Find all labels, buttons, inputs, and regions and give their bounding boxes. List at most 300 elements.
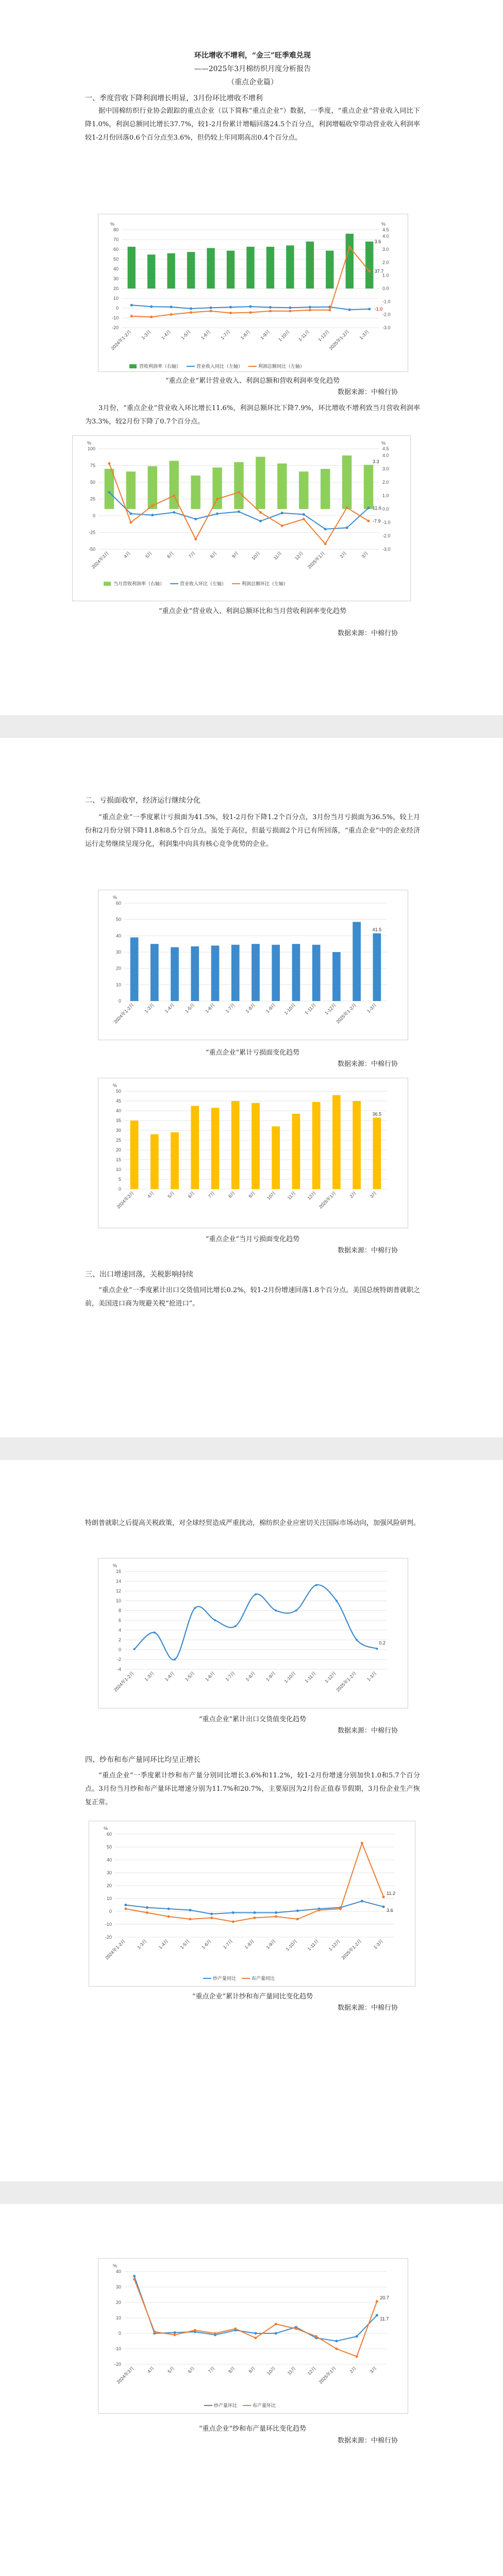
series-line-revenue-mom-point	[194, 518, 197, 520]
axis-tick-label: -4	[116, 1667, 121, 1672]
axis-tick-label: 0	[109, 1909, 112, 1914]
section-one	[0, 0, 503, 685]
axis-tick-label: 20	[115, 965, 121, 971]
x-tick-label: 2月	[339, 550, 348, 560]
chart2-box	[72, 435, 411, 601]
axis-tick-label: 0	[118, 2331, 121, 2336]
x-tick-label: 1-4月	[163, 1670, 176, 1682]
series-line-yarn-point	[133, 2275, 136, 2278]
series-line-fabric-point	[189, 1918, 191, 1921]
series-line-export-point	[315, 1584, 317, 1586]
series-line-profit-mom-point	[108, 462, 110, 465]
series-line-fabric-point	[167, 1916, 170, 1918]
axis-tick-label: -3.0	[382, 325, 391, 330]
x-tick-label: 1-7月	[222, 1938, 234, 1950]
legend-label: 营业收入同比（左轴）	[196, 364, 243, 369]
bar	[272, 945, 280, 1001]
series-line-profit-mom-point	[238, 491, 240, 494]
section1-para2: 3月份，“重点企业”营业收入环比增长11.6%，利润总额环比下降7.9%，环比增收不增利致当月营收利润率为3.3%，较2月份下降了0.7个百分点。	[85, 404, 420, 426]
page-gap-2	[0, 1437, 503, 1460]
series-line-fabric-point	[254, 1917, 256, 1919]
axis-tick-label: 2	[118, 1637, 121, 1642]
series-line-fabric-point	[318, 1909, 321, 1911]
axis-tick-label: 40	[106, 1857, 112, 1862]
axis-unit: %	[113, 895, 118, 900]
x-tick-label: 2月	[348, 2365, 358, 2375]
chart5-box	[98, 1558, 408, 1708]
x-tick-label: 1-12月	[324, 1670, 338, 1684]
x-tick-label: 6月	[166, 550, 175, 560]
axis-tick-label: 4.5	[382, 227, 389, 232]
chart1-caption: “重点企业”累计营业收入、利润总额和营收利润率变化趋势	[165, 377, 340, 385]
x-tick-label: 5月	[144, 550, 154, 560]
axis-tick-label: 70	[113, 237, 119, 242]
series-line-profit-point	[150, 316, 153, 318]
axis-tick-label: 35	[115, 1118, 121, 1123]
x-tick-label: 8月	[227, 1190, 237, 1199]
x-tick-label: 6月	[187, 1190, 196, 1199]
bar	[105, 469, 114, 509]
x-tick-label: 2024年1-2月	[104, 1938, 127, 1961]
section1-heading: 一、季度营收下降利润增长明显，3月份环比增收不增利	[85, 94, 263, 103]
axis-tick-label: 16	[115, 1569, 121, 1574]
series-line-revenue-point	[269, 306, 272, 309]
bar	[332, 1095, 341, 1189]
chart7-source: 数据来源：中棉行协	[338, 2437, 398, 2445]
series-line-yarn-point	[275, 2332, 277, 2335]
x-tick-label: 1-11月	[304, 1670, 317, 1684]
chart2-caption: “重点企业”营业收入、利润总额环比和当月营收利润率变化趋势	[158, 607, 347, 615]
bar	[171, 1132, 179, 1189]
axis-tick-label: 60	[106, 1832, 112, 1837]
data-label: 11.7	[380, 2316, 389, 2321]
x-tick-label: 1-12月	[324, 1002, 338, 1016]
axis-tick-label: 15	[115, 1157, 121, 1162]
legend-label: 纱产量环比	[214, 2403, 238, 2408]
series-line-revenue-point	[170, 306, 173, 308]
series-line-profit-mom-point	[259, 511, 262, 514]
series-line-profit-point	[130, 315, 133, 317]
x-tick-label: 1-11月	[297, 329, 311, 343]
axis-tick-label: -2.0	[382, 533, 391, 538]
axis-tick-label: 40	[115, 933, 121, 939]
axis-tick-label: -25	[88, 530, 95, 535]
series-line-profit-point	[309, 309, 311, 311]
x-tick-label: 4月	[123, 550, 132, 560]
series-line-revenue-point	[130, 304, 133, 307]
chart1-svg	[98, 214, 408, 371]
section-three	[0, 1460, 503, 2181]
series-line-profit-point	[368, 270, 371, 273]
x-tick-label: 12月	[306, 2365, 317, 2376]
x-tick-label: 2024年1-2月	[112, 1002, 136, 1025]
x-tick-label: 1-9月	[265, 1670, 277, 1682]
axis-tick-label: 30	[115, 950, 121, 955]
bar	[373, 1117, 381, 1189]
x-tick-label: 9月	[230, 550, 240, 560]
bar	[211, 1108, 220, 1189]
axis-tick-label: -10	[114, 2346, 121, 2351]
bar	[191, 1106, 199, 1190]
x-tick-label: 7月	[188, 550, 197, 560]
series-line-profit-point	[348, 246, 351, 248]
bar	[353, 922, 361, 1001]
x-tick-label: 2024年3月	[115, 1190, 136, 1210]
series-line-yarn-point	[167, 1908, 170, 1910]
page-gap-3	[0, 2181, 503, 2204]
x-tick-label: 5月	[166, 1190, 176, 1199]
x-tick-label: 2025年1-2月	[335, 1670, 358, 1693]
axis-tick-label: 4.5	[382, 446, 389, 451]
series-line-yarn-point	[361, 1900, 363, 1903]
chart4-caption: “重点企业”当月亏损面变化趋势	[205, 1235, 300, 1243]
bar	[231, 945, 240, 1001]
bar	[312, 945, 321, 1001]
series-line-export-point	[376, 1648, 378, 1650]
series-line-revenue-mom-point	[216, 513, 219, 515]
axis-unit: %	[104, 1826, 108, 1831]
axis-unit: %	[381, 222, 386, 227]
data-label: 37.7	[374, 268, 384, 274]
series-line-fabric-point	[335, 2348, 338, 2350]
x-tick-label: 7月	[207, 2365, 216, 2375]
x-tick-label: 2024年1-2月	[112, 1670, 136, 1693]
axis-tick-label: 60	[115, 901, 121, 906]
bar	[150, 1134, 159, 1189]
x-tick-label: 1-3月	[136, 1938, 148, 1950]
x-tick-label: 4月	[146, 1190, 156, 1199]
axis-tick-label: 40	[115, 1108, 121, 1113]
x-tick-label: 1-10月	[283, 1670, 297, 1684]
series-line-fabric-point	[296, 1918, 299, 1921]
axis-tick-label: 50	[113, 257, 119, 262]
bar	[332, 952, 341, 1001]
bar	[126, 471, 136, 509]
series-line-revenue-mom-point	[108, 491, 110, 494]
series-line-yarn-point	[189, 1909, 191, 1911]
bar	[207, 248, 214, 289]
bar	[286, 245, 294, 289]
x-tick-label: 1-6月	[204, 1670, 216, 1682]
axis-tick-label: -10	[111, 315, 119, 320]
x-tick-label: 10月	[266, 1190, 277, 1201]
legend-label: 营业收入环比（左轴）	[180, 581, 227, 586]
chart6-caption: “重点企业”累计纱和布产量同比变化趋势	[192, 1993, 313, 2001]
axis-tick-label: 1.0	[382, 493, 389, 498]
series-line-export-point	[133, 1648, 136, 1650]
axis-tick-label: -1.0	[382, 299, 391, 304]
axis-tick-label: -1.0	[382, 520, 391, 525]
data-label: 0.2	[379, 1640, 385, 1646]
bar	[191, 946, 199, 1001]
series-line-export	[135, 1585, 377, 1660]
x-tick-label: 1-3月	[358, 329, 371, 341]
x-tick-label: 10月	[266, 2365, 277, 2376]
x-tick-label: 8月	[227, 2365, 237, 2375]
series-line-yarn-point	[124, 1904, 127, 1906]
x-tick-label: 4月	[146, 2365, 156, 2375]
x-tick-label: 7月	[207, 1190, 216, 1199]
series-line-profit-point	[249, 311, 252, 314]
bar	[272, 1126, 280, 1189]
chart7-caption: “重点企业”纱和布产量环比变化趋势	[198, 2425, 307, 2433]
x-tick-label: 2025年1月	[307, 550, 326, 570]
axis-tick-label: 3.0	[382, 247, 389, 252]
x-tick-label: 11月	[286, 2365, 297, 2376]
axis-tick-label: 10	[115, 1598, 121, 1603]
x-tick-label: 1-11月	[306, 1938, 320, 1952]
axis-tick-label: 10	[113, 296, 119, 301]
x-tick-label: 2025年1月	[317, 1190, 338, 1210]
series-line-profit-point	[229, 312, 232, 314]
axis-tick-label: 60	[113, 247, 119, 252]
section3-para1: “重点企业”一季度累计出口交货值同比增长0.2%，较1-2月份增速回落1.8个百分点。美国总统特朗普就职之前，美国进口商为规避关税“抢进口”。	[85, 1286, 420, 1308]
series-line-fabric-point	[153, 2331, 156, 2333]
series-line-fabric-point	[382, 1896, 385, 1899]
x-tick-label: 1-5月	[184, 1002, 196, 1014]
bar	[147, 255, 155, 289]
bar	[364, 465, 373, 509]
series-line-yarn-point	[335, 2340, 338, 2343]
bar	[365, 242, 373, 289]
axis-tick-label: -20	[111, 325, 119, 330]
x-tick-label: 9月	[247, 2365, 257, 2375]
series-line-profit-point	[289, 310, 291, 312]
chart5-caption: “重点企业”累计出口交货值变化趋势	[198, 1716, 307, 1723]
x-tick-label: 1-6月	[204, 1002, 216, 1014]
axis-unit: %	[87, 440, 92, 446]
axis-tick-label: 4.0	[382, 453, 389, 458]
chart3-caption: “重点企业”累计亏损面变化趋势	[205, 1049, 300, 1057]
x-tick-label: 1-5月	[184, 1670, 196, 1682]
x-tick-label: 1-5月	[180, 329, 192, 341]
series-line-export-point	[154, 1632, 156, 1634]
series-line-yarn-point	[356, 2335, 358, 2338]
bar	[246, 247, 254, 289]
axis-tick-label: 0.0	[382, 286, 389, 291]
x-tick-label: 1-4月	[158, 1938, 170, 1950]
x-tick-label: 1-4月	[163, 1002, 176, 1014]
axis-tick-label: 0.0	[382, 506, 389, 512]
axis-tick-label: -50	[88, 547, 95, 552]
report-title: 环比增收不增利，“金三”旺季难兑现	[194, 52, 311, 60]
x-tick-label: 1-9月	[265, 1002, 277, 1014]
series-line-profit-mom-point	[303, 518, 305, 520]
series-line-yarn-point	[382, 1906, 385, 1908]
x-tick-label: 1-12月	[328, 1938, 342, 1952]
bar	[342, 455, 351, 509]
series-line-fabric-point	[124, 1908, 127, 1910]
axis-tick-label: 20	[115, 1147, 121, 1153]
series-line-export-point	[194, 1607, 196, 1609]
x-tick-label: 3月	[368, 1190, 378, 1199]
series-line-yarn-point	[275, 1911, 277, 1914]
x-tick-label: 10月	[250, 550, 261, 561]
axis-tick-label: 3.0	[382, 466, 389, 471]
axis-tick-label: 4.0	[382, 233, 389, 239]
series-line-fabric-point	[376, 2300, 378, 2302]
axis-tick-label: 30	[115, 2284, 121, 2290]
data-label: 3.6	[387, 1908, 393, 1913]
series-line-export-point	[255, 1594, 257, 1596]
bar	[346, 234, 354, 289]
axis-tick-label: 0	[118, 1187, 121, 1192]
x-tick-label: 1-8月	[239, 329, 252, 341]
axis-unit: %	[110, 222, 115, 227]
bar	[231, 1101, 240, 1189]
chart3-box	[98, 890, 408, 1040]
bar	[277, 464, 287, 509]
bar	[312, 1102, 321, 1189]
series-line-fabric	[126, 1843, 383, 1922]
series-line-fabric-point	[232, 1921, 234, 1923]
axis-tick-label: 8	[118, 1608, 121, 1613]
series-line-profit-mom-point	[281, 524, 283, 527]
series-line-revenue-mom-point	[151, 514, 154, 516]
series-line-profit-point	[190, 311, 192, 314]
chart4-source: 数据来源：中棉行协	[338, 1247, 398, 1255]
axis-unit: %	[381, 440, 386, 446]
series-line-fabric-point	[234, 2328, 237, 2330]
section2-heading: 二、亏损面收窄，经济运行继续分化	[85, 796, 200, 805]
x-tick-label: 11月	[272, 550, 283, 561]
series-line-profit-mom-point	[194, 538, 197, 540]
series-line-revenue-point	[348, 309, 351, 311]
series-line-yarn	[135, 2276, 377, 2341]
x-tick-label: 1-4月	[160, 329, 172, 341]
axis-tick-label: 50	[115, 1089, 121, 1094]
x-tick-label: 2025年1月	[317, 2365, 338, 2385]
series-line-yarn-point	[146, 1906, 148, 1909]
series-line-revenue-point	[249, 305, 252, 308]
chart7-svg	[98, 2259, 408, 2413]
axis-tick-label: -2.0	[382, 312, 391, 317]
chart6-svg	[89, 1821, 415, 1986]
x-tick-label: 6月	[187, 2365, 196, 2375]
x-tick-label: 1-8月	[244, 1002, 257, 1014]
axis-tick-label: 25	[90, 496, 95, 502]
x-tick-label: 1-3月	[143, 1670, 156, 1682]
x-tick-label: 1-10月	[283, 1002, 297, 1016]
series-line-fabric-point	[295, 2328, 297, 2330]
data-label: 41.5	[372, 927, 382, 933]
axis-tick-label: 1.0	[382, 273, 389, 278]
bar	[130, 1121, 139, 1189]
series-line-profit-point	[210, 310, 212, 312]
bar	[326, 251, 333, 289]
x-tick-label: 1-7月	[224, 1002, 237, 1014]
legend-label: 当月营收利润率（右轴）	[113, 581, 165, 586]
axis-tick-label: -20	[105, 1935, 112, 1940]
legend-label: 布产量环比	[253, 2403, 276, 2408]
x-tick-label: 9月	[247, 1190, 257, 1199]
x-tick-label: 1-11月	[304, 1002, 317, 1016]
series-line-export-point	[356, 1639, 358, 1641]
x-tick-label: 8月	[209, 550, 218, 560]
bar	[191, 476, 200, 509]
axis-tick-label: 12	[115, 1588, 121, 1594]
x-tick-label: 1-5月	[179, 1938, 191, 1950]
data-label: 11.2	[387, 1891, 396, 1896]
bar	[128, 247, 136, 289]
bar	[150, 944, 159, 1001]
series-line-revenue-point	[150, 306, 153, 308]
axis-tick-label: 20	[113, 286, 119, 291]
axis-tick-label: -20	[114, 2362, 121, 2367]
chart7-box	[98, 2258, 408, 2414]
series-line-profit-mom-point	[151, 504, 154, 507]
chart6-box	[89, 1821, 415, 1987]
x-tick-label: 1-7月	[224, 1670, 237, 1682]
data-label: -7.9	[373, 518, 381, 524]
x-tick-label: 1-10月	[284, 1938, 298, 1952]
axis-tick-label: 100	[87, 446, 95, 451]
bar	[306, 242, 314, 289]
axis-unit: %	[113, 1563, 118, 1568]
axis-unit: %	[113, 2263, 118, 2268]
axis-tick-label: 4	[118, 1628, 121, 1633]
series-line-yarn-point	[232, 1911, 234, 1914]
bar	[373, 934, 381, 1001]
series-line-fabric-point	[214, 2332, 216, 2335]
bar	[130, 938, 139, 1002]
series-line-profit-mom-point	[346, 506, 348, 509]
axis-tick-label: 10	[115, 2315, 121, 2320]
series-line-revenue-mom-point	[238, 511, 240, 513]
x-tick-label: 2025年1-2月	[328, 329, 350, 351]
bar	[234, 462, 243, 509]
series-line-profit-mom-point	[173, 495, 175, 497]
section3-heading: 三、出口增速回落，关税影响持续	[85, 1270, 193, 1279]
series-line-revenue-point	[190, 307, 192, 310]
bar	[212, 467, 222, 509]
series-line-revenue-mom-point	[367, 506, 370, 509]
data-label: -1.0	[374, 306, 383, 312]
bar	[321, 469, 330, 509]
series-line-yarn-point	[254, 1911, 256, 1914]
report-tag: （重点企业篇）	[227, 78, 278, 87]
data-label: 3.6	[374, 239, 381, 244]
axis-tick-label: 0	[115, 306, 119, 311]
series-line-revenue-point	[368, 308, 371, 310]
series-line-fabric-point	[356, 2355, 358, 2358]
legend-label: 利润总额环比（左轴）	[242, 581, 289, 586]
report-subtitle: ——2025年3月棉纺织月度分析报告	[194, 65, 311, 73]
axis-tick-label: 20	[115, 2300, 121, 2305]
axis-tick-label: -10	[105, 1922, 112, 1927]
axis-tick-label: 40	[113, 266, 119, 272]
x-tick-label: 11月	[286, 1190, 297, 1201]
x-tick-label: 1-3月	[140, 329, 153, 341]
bar	[266, 247, 274, 289]
axis-tick-label: 30	[106, 1870, 112, 1875]
series-line-revenue-point	[289, 307, 291, 309]
legend-label: 营收利润率（右轴）	[139, 364, 181, 369]
axis-tick-label: 30	[113, 276, 119, 281]
series-line-revenue-mom-point	[303, 513, 305, 516]
axis-tick-label: 0	[92, 513, 95, 518]
series-line-revenue-mom-point	[259, 520, 262, 522]
series-line-profit-point	[328, 309, 331, 311]
axis-tick-label: 0	[118, 1647, 121, 1652]
series-line-revenue-point	[210, 307, 212, 309]
chart1-source: 数据来源：中棉行协	[338, 388, 398, 396]
series-line-fabric-point	[194, 2329, 196, 2332]
axis-tick-label: 2.0	[382, 480, 389, 485]
series-line-export-point	[295, 1609, 297, 1612]
x-tick-label: 1-9月	[265, 1938, 277, 1950]
bar	[292, 944, 300, 1001]
